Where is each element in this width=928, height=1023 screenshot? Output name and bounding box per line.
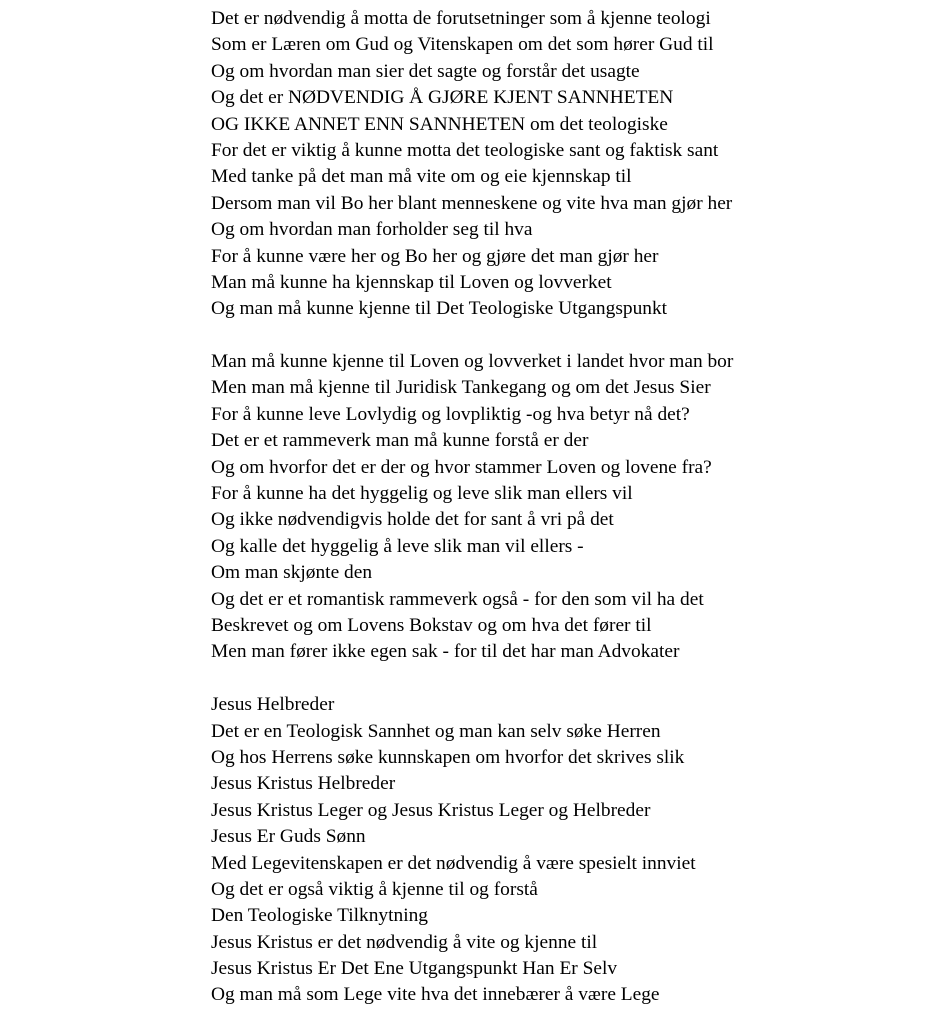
text-line: Man må kunne kjenne til Loven og lovverket i landet hvor man bor: [211, 351, 734, 373]
text-line: Og man må som Lege vite hva det innebærer å være Lege: [211, 984, 660, 1006]
text-line: Det er en Teologisk Sannhet og man kan selv søke Herren: [211, 720, 661, 742]
text-line: Med tanke på det man må vite om og eie kjennskap til: [211, 166, 632, 188]
text-line: Og man må kunne kjenne til Det Teologiske Utgangspunkt: [211, 298, 668, 320]
text-line: Og om hvordan man forholder seg til hva: [211, 219, 533, 241]
text-line: Man må kunne ha kjennskap til Loven og lovverket: [211, 271, 612, 293]
text-line: Jesus Kristus Helbreder: [211, 773, 396, 795]
text-line: Og kalle det hyggelig å leve slik man vil ellers -: [211, 535, 584, 557]
text-line: Og hos Herrens søke kunnskapen om hvorfor det skrives slik: [211, 746, 685, 768]
text-line: Som er Læren om Gud og Vitenskapen om det som hører Gud til: [211, 34, 714, 56]
text-line: Det er et rammeverk man må kunne forstå er der: [211, 430, 589, 452]
text-line: Jesus Kristus er det nødvendig å vite og kjenne til: [211, 931, 598, 953]
text-line: Og ikke nødvendigvis holde det for sant å vri på det: [211, 509, 614, 531]
text-line: Og det er et romantisk rammeverk også - for den som vil ha det: [211, 588, 704, 610]
text-line: Men man fører ikke egen sak - for til det har man Advokater: [211, 641, 680, 663]
stanza-2: [211, 349, 911, 666]
text-line: Den Teologiske Tilknytning: [211, 905, 428, 927]
text-line: Og om hvordan man sier det sagte og forstår det usagte: [211, 60, 640, 82]
stanza-3: [211, 692, 911, 1009]
text-line: Jesus Kristus Er Det Ene Utgangspunkt Han Er Selv: [211, 958, 618, 980]
text-line: Og det er NØDVENDIG Å GJØRE KJENT SANNHETEN: [211, 87, 674, 109]
text-line: Med Legevitenskapen er det nødvendig å være spesielt innviet: [211, 852, 696, 874]
text-line: Jesus Kristus Leger og Jesus Kristus Leger og Helbreder: [211, 799, 651, 821]
text-line: Om man skjønte den: [211, 562, 373, 584]
text-line: Og det er også viktig å kjenne til og forstå: [211, 878, 538, 900]
text-line: For å kunne ha det hyggelig og leve slik man ellers vil: [211, 483, 633, 505]
text-line: Og om hvorfor det er der og hvor stammer Loven og lovene fra?: [211, 456, 712, 478]
text-line: For å kunne være her og Bo her og gjøre det man gjør her: [211, 245, 659, 267]
text-line: Men man må kjenne til Juridisk Tankegang og om det Jesus Sier: [211, 377, 711, 399]
stanza-1: [211, 6, 911, 323]
text-line: Dersom man vil Bo her blant menneskene og vite hva man gjør her: [211, 192, 733, 214]
text-line: Jesus Er Guds Sønn: [211, 826, 366, 848]
text-line: Jesus Helbreder: [211, 694, 335, 716]
text-line: For det er viktig å kunne motta det teologiske sant og faktisk sant: [211, 139, 719, 161]
poem-text: [211, 6, 911, 1009]
text-line: Beskrevet og om Lovens Bokstav og om hva det fører til: [211, 614, 652, 636]
text-line: For å kunne leve Lovlydig og lovpliktig -og hva betyr nå det?: [211, 403, 690, 425]
text-line: OG IKKE ANNET ENN SANNHETEN om det teologiske: [211, 113, 668, 135]
text-line: Det er nødvendig å motta de forutsetninger som å kjenne teologi: [211, 8, 711, 29]
